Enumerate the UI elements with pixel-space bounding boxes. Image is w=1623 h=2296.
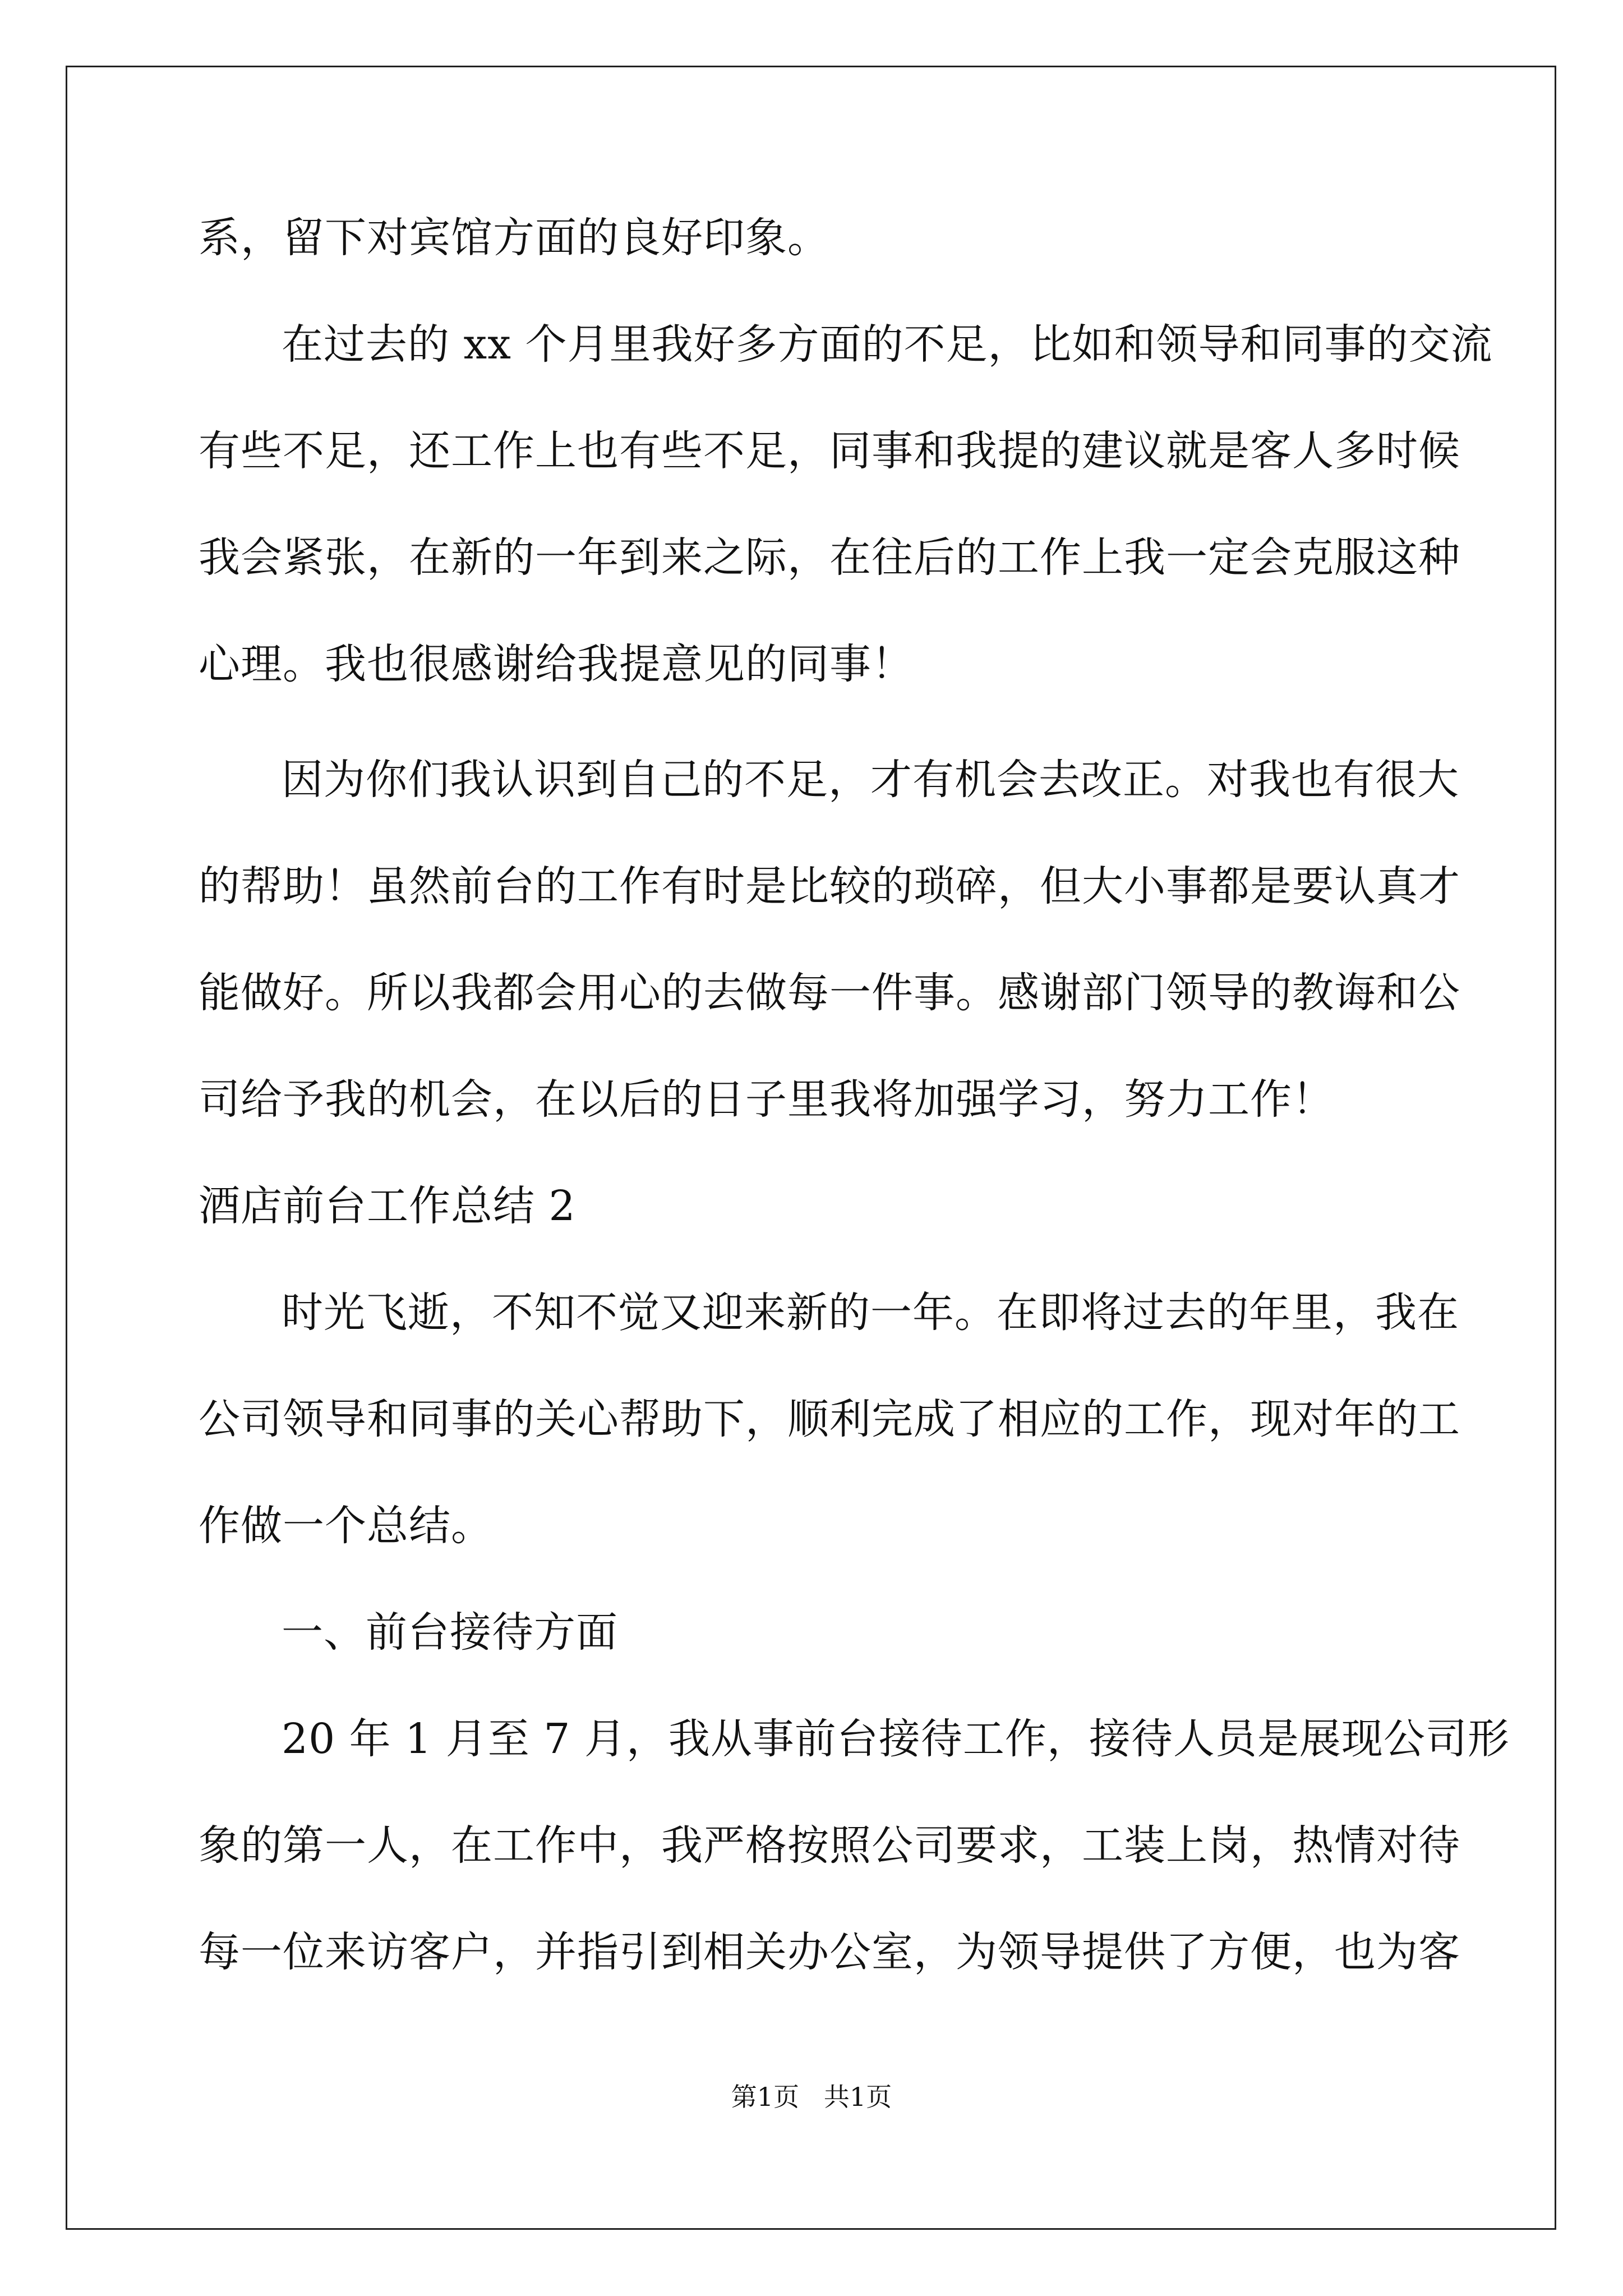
paragraph-line: 因为你们我认识到自己的不足，才有机会去改正。对我也有很大 (282, 756, 1459, 804)
page-number-footer: 第1页 共1页 (731, 2082, 892, 2112)
paragraph-line: 20 年 1 月至 7 月，我从事前台接待工作，接待人员是展现公司形 (282, 1715, 1510, 1763)
paragraph-line: 能做好。所以我都会用心的去做每一件事。感谢部门领导的教诲和公 (199, 969, 1460, 1017)
section-heading: 酒店前台工作总结 2 (199, 1182, 576, 1230)
paragraph-line: 我会紧张，在新的一年到来之际，在往后的工作上我一定会克服这种 (199, 533, 1460, 582)
paragraph-line: 的帮助！虽然前台的工作有时是比较的琐碎，但大小事都是要认真才 (199, 862, 1460, 910)
paragraph-line: 公司领导和同事的关心帮助下，顺利完成了相应的工作，现对年的工 (199, 1395, 1460, 1443)
paragraph-line: 司给予我的机会，在以后的日子里我将加强学习，努力工作！ (199, 1075, 1334, 1124)
paragraph-line: 作做一个总结。 (199, 1502, 493, 1550)
paragraph-line: 心理。我也很感谢给我提意见的同事！ (199, 640, 914, 688)
paragraph-line: 有些不足，还工作上也有些不足，同事和我提的建议就是客人多时候 (199, 427, 1460, 475)
paragraph-line: 象的第一人，在工作中，我严格按照公司要求，工装上岗，热情对待 (199, 1821, 1460, 1870)
paragraph-line: 时光飞逝，不知不觉又迎来新的一年。在即将过去的年里，我在 (282, 1289, 1459, 1337)
paragraph-line: 每一位来访客户，并指引到相关办公室，为领导提供了方便，也为客 (199, 1928, 1460, 1976)
paragraph-line: 在过去的 xx 个月里我好多方面的不足，比如和领导和同事的交流 (282, 320, 1493, 369)
paragraph-line: 系，留下对宾馆方面的良好印象。 (199, 214, 829, 262)
subsection-heading: 一、前台接待方面 (282, 1608, 618, 1657)
page-border (66, 66, 1556, 2230)
